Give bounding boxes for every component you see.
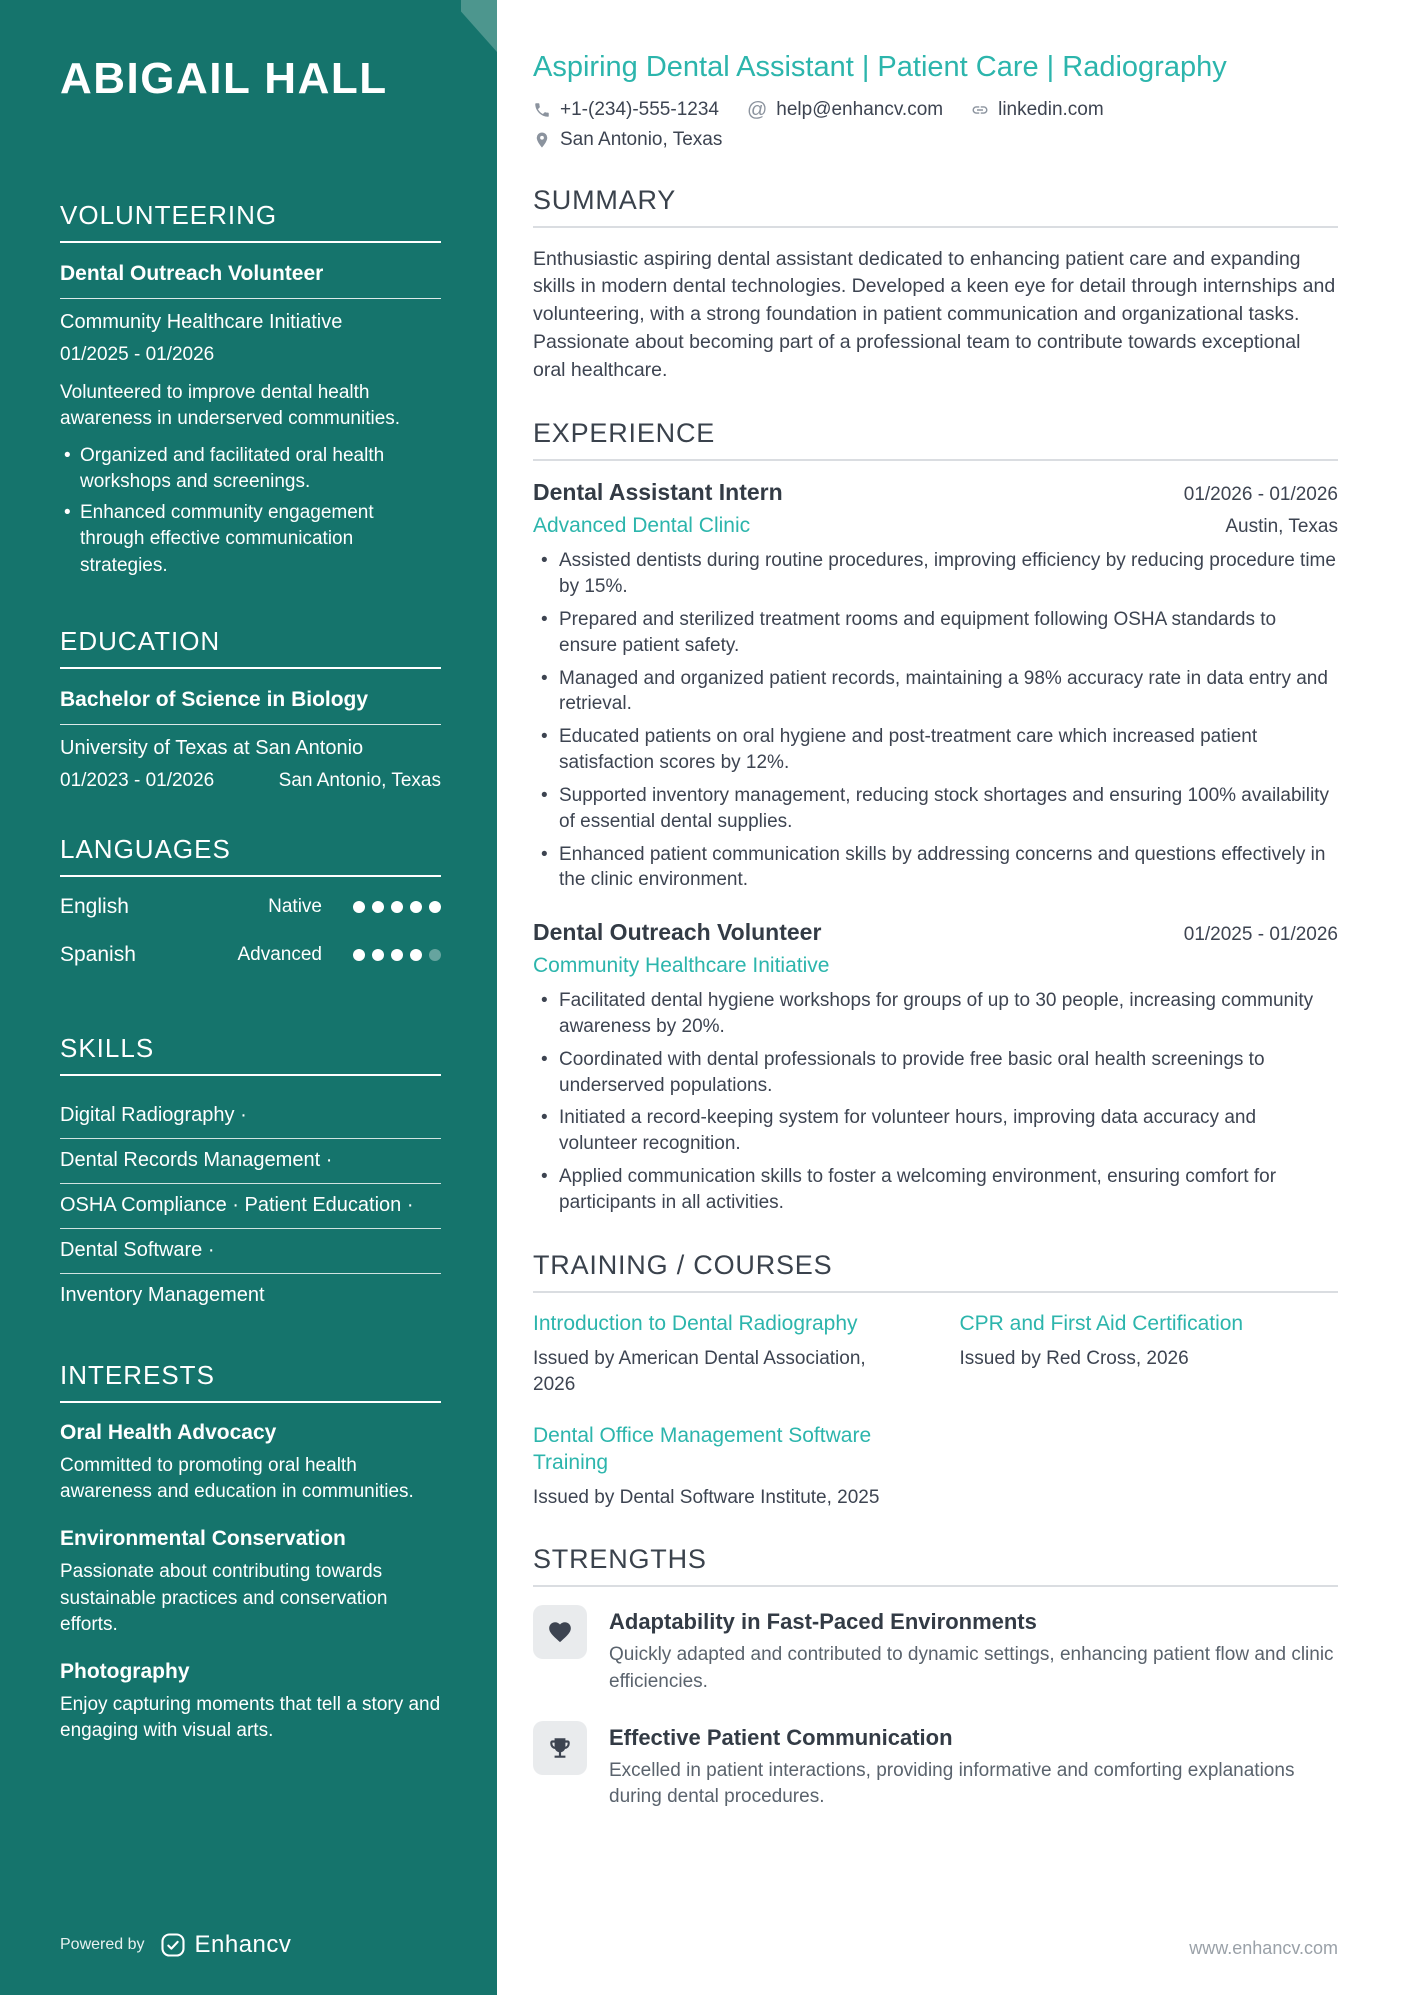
- location-icon: [533, 131, 551, 149]
- phone-icon: [533, 101, 551, 119]
- section-training: [533, 1250, 1338, 1511]
- training-item: [960, 1311, 1339, 1398]
- enhancv-logo-icon: [159, 1931, 187, 1959]
- experience-entries: [533, 479, 1338, 1216]
- skill-row: Dental Software ·: [60, 1229, 441, 1274]
- course-title: Dental Office Management Software Training: [533, 1424, 872, 1474]
- language-name: English: [60, 894, 129, 918]
- interest-title: Photography: [60, 1660, 190, 1683]
- bullet-item: • Applied communication skills to foster a welcoming environment, ensuring comfort for participants in all activities.: [533, 1164, 1338, 1216]
- job-dates: 01/2025 - 01/2026: [1183, 924, 1338, 946]
- strength-title: Effective Patient Communication: [609, 1724, 953, 1750]
- education-entry: [60, 687, 441, 792]
- school-name: University of Texas at San Antonio: [60, 736, 364, 759]
- interest-description: Enjoy capturing moments that tell a story and engaging with visual arts.: [60, 1694, 441, 1742]
- training-item: [533, 1311, 912, 1398]
- course-issuer: Issued by American Dental Association, 2026: [533, 1348, 866, 1395]
- skill-row: OSHA Compliance · Patient Education ·: [60, 1184, 441, 1229]
- bullet-item: • Managed and organized patient records, maintaining a 98% accuracy rate in data entry and retrieval.: [533, 666, 1338, 718]
- experience-entry: [533, 919, 1338, 1216]
- profile-link[interactable]: linkedin.com: [998, 98, 1104, 120]
- level-dot-icon: [353, 949, 365, 961]
- bullet-item: • Coordinated with dental professionals to provide free basic oral health screenings to underserved populations.: [533, 1047, 1338, 1099]
- location-contact: [533, 129, 722, 151]
- language-level-dots: [346, 901, 441, 913]
- skill-row: Inventory Management: [60, 1283, 265, 1306]
- strength-description: Quickly adapted and contributed to dynamic settings, enhancing patient flow and clinic efficiencies.: [609, 1644, 1334, 1692]
- section-experience: [533, 418, 1338, 1216]
- course-title: CPR and First Aid Certification: [959, 1311, 1244, 1335]
- entry-description: Volunteered to improve dental health awareness in underserved communities.: [60, 382, 401, 430]
- job-location: Austin, Texas: [1225, 516, 1338, 538]
- summary-text: Enthusiastic aspiring dental assistant dedicated to enhancing patient care and expanding skills in modern dental technologies. Developed a keen eye for detail through internships and volunteering, with a strong foundation in patient communication and organizational tasks. Passionate about becoming part of a professional team to contribute towards exceptional oral healthcare.: [533, 247, 1336, 381]
- experience-title-row: [533, 479, 1338, 514]
- sidebar-corner-decoration: [461, 0, 497, 52]
- website-footer[interactable]: www.enhancv.com: [1189, 1938, 1338, 1958]
- entry-organization: Community Healthcare Initiative: [60, 311, 343, 334]
- email-address[interactable]: help@enhancv.com: [776, 98, 944, 120]
- link-icon: [971, 101, 989, 119]
- skill-row: Digital Radiography ·: [60, 1094, 441, 1139]
- main-content: [497, 0, 1410, 1995]
- skills-list: [60, 1094, 441, 1318]
- bullet-item: • Enhanced community engagement through effective communication strategies.: [60, 500, 441, 579]
- level-dot-icon: [429, 949, 441, 961]
- resume-headline: Aspiring Dental Assistant | Patient Care | Radiography: [533, 51, 1227, 83]
- interest-item: [60, 1527, 441, 1638]
- education-meta: [60, 770, 441, 792]
- level-dot-icon: [429, 901, 441, 913]
- strengths-heading: STRENGTHS: [533, 1544, 1338, 1587]
- bullet-item: • Initiated a record-keeping system for volunteer hours, improving data accuracy and volunteer recognition.: [533, 1105, 1338, 1157]
- heart-icon: [547, 1619, 573, 1645]
- level-dot-icon: [372, 901, 384, 913]
- skill-row: Dental Records Management ·: [60, 1139, 441, 1184]
- trophy-icon: [547, 1735, 573, 1761]
- course-title: Introduction to Dental Radiography: [533, 1311, 858, 1335]
- training-heading: TRAINING / COURSES: [533, 1250, 1338, 1293]
- level-dot-icon: [391, 949, 403, 961]
- interests-list: [60, 1421, 441, 1745]
- training-grid: [533, 1311, 1338, 1511]
- bullet-item: • Facilitated dental hygiene workshops for groups of up to 30 people, increasing community awareness by 20%.: [533, 988, 1338, 1040]
- company-name: Community Healthcare Initiative: [533, 954, 830, 978]
- interests-heading: INTERESTS: [60, 1360, 441, 1403]
- phone-number: +1-(234)-555-1234: [560, 98, 719, 120]
- interest-title: Environmental Conservation: [60, 1527, 346, 1551]
- section-interests: [60, 1360, 441, 1767]
- bullet-item: • Prepared and sterilized treatment rooms and equipment following OSHA standards to ensure patient safety.: [533, 607, 1338, 659]
- interest-description: Passionate about contributing towards sustainable practices and conservation efforts.: [60, 1561, 388, 1635]
- education-heading: EDUCATION: [60, 626, 441, 669]
- location-text: San Antonio, Texas: [560, 128, 723, 150]
- languages-heading: LANGUAGES: [60, 834, 441, 877]
- degree-title: Bachelor of Science in Biology: [60, 687, 441, 725]
- section-volunteering: [60, 200, 441, 584]
- experience-title-row: [533, 919, 1338, 954]
- phone-contact: [533, 99, 719, 121]
- email-icon: @: [746, 98, 768, 121]
- job-bullets: [533, 988, 1338, 1216]
- interest-title: Oral Health Advocacy: [60, 1420, 277, 1444]
- interest-item: [60, 1421, 441, 1505]
- volunteering-heading: VOLUNTEERING: [60, 200, 441, 243]
- bullet-item: • Enhanced patient communication skills by addressing concerns and questions effectively in the clinic environment.: [533, 842, 1338, 894]
- strength-description: Excelled in patient interactions, providing informative and comforting explanations during dental procedures.: [609, 1759, 1295, 1808]
- level-dot-icon: [353, 901, 365, 913]
- contact-row-secondary: [533, 129, 1338, 151]
- language-level-dots: [346, 949, 441, 961]
- job-bullets: [533, 548, 1338, 893]
- section-skills: [60, 1033, 441, 1318]
- entry-title: Dental Outreach Volunteer: [60, 261, 441, 299]
- skills-heading: SKILLS: [60, 1033, 441, 1076]
- level-dot-icon: [391, 901, 403, 913]
- strengths-list: [533, 1605, 1338, 1810]
- language-level-label: Advanced: [237, 943, 322, 965]
- level-dot-icon: [410, 949, 422, 961]
- company-name: Advanced Dental Clinic: [533, 514, 751, 538]
- language-list: [60, 895, 441, 967]
- language-item: [60, 943, 441, 967]
- experience-entry: [533, 479, 1338, 893]
- enhancv-brand[interactable]: [159, 1931, 292, 1959]
- language-item: [60, 895, 441, 919]
- entry-bullets: [60, 443, 441, 579]
- volunteering-entries: [60, 261, 441, 579]
- candidate-name: ABIGAIL HALL: [60, 54, 388, 103]
- experience-company-row: [533, 954, 1338, 978]
- level-dot-icon: [372, 949, 384, 961]
- experience-heading: EXPERIENCE: [533, 418, 1338, 461]
- section-languages: [60, 834, 441, 991]
- job-title: Dental Assistant Intern: [533, 479, 783, 506]
- entry-dates: 01/2025 - 01/2026: [60, 344, 215, 366]
- interest-item: [60, 1660, 441, 1744]
- bullet-item: • Supported inventory management, reducing stock shortages and ensuring 100% availability of essential dental supplies.: [533, 783, 1338, 835]
- powered-by-label: Powered by: [60, 1936, 145, 1953]
- course-issuer: Issued by Dental Software Institute, 2025: [533, 1486, 880, 1508]
- section-education: [60, 626, 441, 792]
- strength-text: [609, 1721, 1338, 1810]
- job-title: Dental Outreach Volunteer: [533, 919, 822, 946]
- experience-company-row: [533, 514, 1338, 538]
- strength-title: Adaptability in Fast-Paced Environments: [609, 1609, 1037, 1635]
- contact-row-primary: [533, 99, 1338, 121]
- summary-heading: SUMMARY: [533, 185, 1338, 228]
- education-dates: 01/2023 - 01/2026: [60, 769, 215, 791]
- interest-description: Committed to promoting oral health awareness and education in communities.: [60, 1454, 414, 1503]
- training-item: [533, 1423, 912, 1510]
- strength-item: [533, 1605, 1338, 1694]
- link-contact: [971, 99, 1104, 121]
- strength-icon-box: [533, 1721, 587, 1775]
- strength-text: [609, 1605, 1338, 1694]
- bullet-item: • Assisted dentists during routine procedures, improving efficiency by reducing procedure time by 15%.: [533, 548, 1338, 600]
- powered-by-footer: [60, 1931, 441, 1959]
- bullet-item: • Educated patients on oral hygiene and post-treatment care which increased patient satisfaction scores by 12%.: [533, 724, 1338, 776]
- section-strengths: [533, 1544, 1338, 1810]
- volunteering-entry: [60, 261, 441, 579]
- level-dot-icon: [410, 901, 422, 913]
- brand-name: Enhancv: [194, 1931, 292, 1958]
- section-summary: [533, 185, 1338, 384]
- sidebar: [0, 0, 497, 1995]
- strength-item: [533, 1721, 1338, 1810]
- bullet-item: • Organized and facilitated oral health workshops and screenings.: [60, 443, 441, 495]
- education-entries: [60, 687, 441, 792]
- strength-icon-box: [533, 1605, 587, 1659]
- language-level-label: Native: [268, 895, 322, 917]
- job-dates: 01/2026 - 01/2026: [1183, 484, 1338, 506]
- resume-header: [533, 50, 1338, 151]
- course-issuer: Issued by Red Cross, 2026: [959, 1348, 1189, 1370]
- language-name: Spanish: [60, 942, 136, 966]
- email-contact: [747, 99, 943, 121]
- education-location: San Antonio, Texas: [278, 769, 441, 791]
